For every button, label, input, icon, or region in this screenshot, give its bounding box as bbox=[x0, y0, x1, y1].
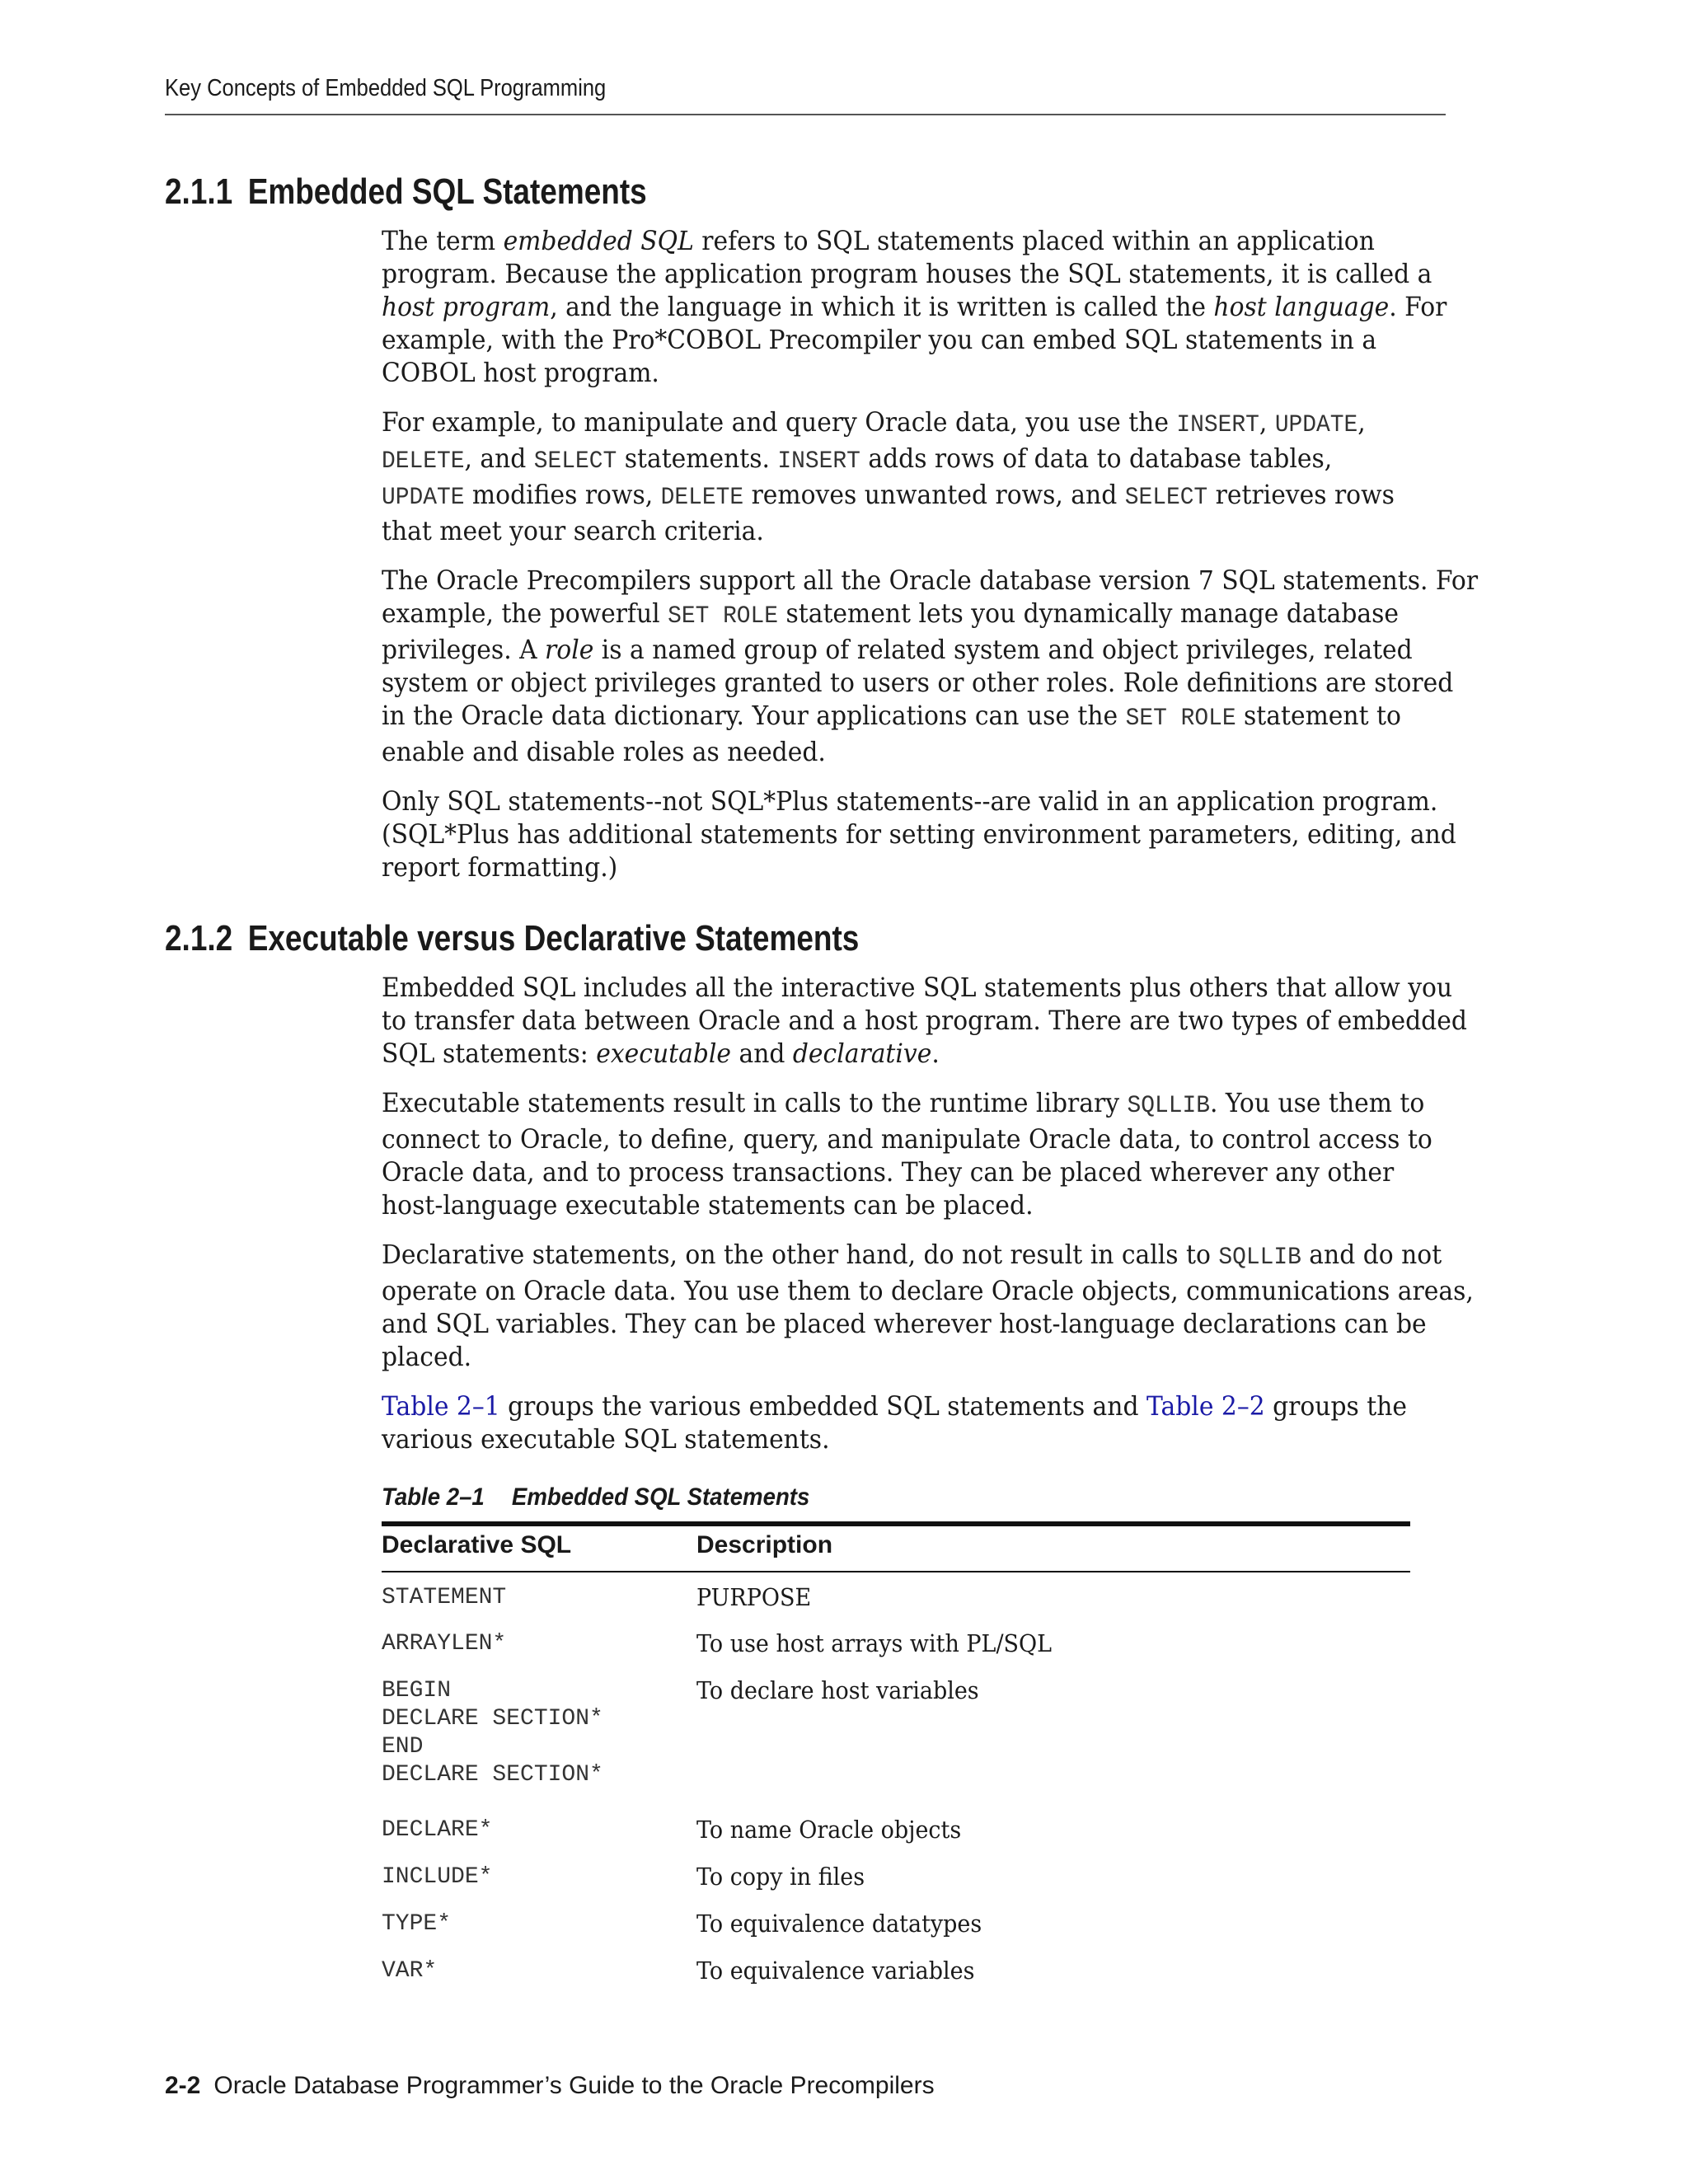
text: report formatting.) bbox=[382, 851, 618, 883]
table-cell-description: To copy in files bbox=[696, 1863, 865, 1891]
book-title: Oracle Database Programmer’s Guide to the Oracle Precompilers bbox=[213, 2072, 935, 2099]
paragraph bbox=[382, 564, 1479, 768]
text: , bbox=[1259, 406, 1275, 438]
code-keyword: SET ROLE bbox=[1125, 705, 1236, 733]
text: example, with the Pro*COBOL Precompiler you can embed SQL statements in a bbox=[382, 324, 1377, 355]
text: groups the bbox=[1264, 1390, 1407, 1422]
table-cell-description: PURPOSE bbox=[696, 1583, 812, 1611]
code-keyword: SET ROLE bbox=[668, 602, 779, 630]
text: Only SQL statements--not SQL*Plus statements--are valid in an application program. bbox=[382, 785, 1438, 817]
table-caption-number: Table 2–1 bbox=[382, 1483, 485, 1511]
text: For example, to manipulate and query Oracle data, you use the bbox=[382, 406, 1177, 438]
italic-term: host language bbox=[1213, 291, 1390, 322]
paragraph bbox=[382, 785, 1462, 883]
table-cell-code: DECLARE* bbox=[382, 1817, 493, 1843]
text: connect to Oracle, to define, query, and manipulate Oracle data, to control access to bbox=[382, 1123, 1432, 1155]
text: privileges. A bbox=[382, 634, 546, 665]
table-caption-title: Embedded SQL Statements bbox=[511, 1483, 810, 1511]
paragraph bbox=[382, 1238, 1474, 1373]
text: removes unwanted rows, and bbox=[743, 479, 1125, 510]
text: adds rows of data to database tables, bbox=[860, 443, 1333, 474]
table-2-2-link[interactable]: Table 2–2 bbox=[1146, 1390, 1265, 1422]
text: example, the powerful bbox=[382, 598, 668, 629]
text: retrieves rows bbox=[1207, 479, 1395, 510]
code-keyword: UPDATE bbox=[382, 484, 465, 512]
paragraph bbox=[382, 224, 1462, 389]
table-cell-description: To equivalence datatypes bbox=[696, 1910, 982, 1938]
section-heading-2-1-2 bbox=[165, 918, 859, 959]
table-cell-description: To use host arrays with PL/SQL bbox=[696, 1629, 1053, 1657]
text: . bbox=[931, 1038, 940, 1069]
text: various executable SQL statements. bbox=[382, 1423, 830, 1455]
table-cell-description: To declare host variables bbox=[696, 1676, 979, 1704]
text: statement to bbox=[1236, 700, 1401, 731]
text: Oracle data, and to process transactions. They can be placed wherever any other bbox=[382, 1156, 1395, 1188]
text: to transfer data between Oracle and a host program. There are two types of embedded bbox=[382, 1005, 1467, 1036]
text: Declarative statements, on the other hand, do not result in calls to bbox=[382, 1239, 1219, 1270]
code-keyword: UPDATE bbox=[1274, 411, 1358, 439]
text: Executable statements result in calls to the runtime library bbox=[382, 1087, 1128, 1118]
text: groups the various embedded SQL statements and bbox=[499, 1390, 1146, 1422]
table-cell-description: To name Oracle objects bbox=[696, 1816, 962, 1844]
text: program. Because the application program houses the SQL statements, it is called a bbox=[382, 258, 1432, 289]
text: SQL statements: bbox=[382, 1038, 597, 1069]
table-cell-code: TYPE* bbox=[382, 1911, 452, 1937]
text: placed. bbox=[382, 1341, 472, 1372]
section-number: 2.1.1 bbox=[165, 171, 233, 212]
text: refers to SQL statements placed within an application bbox=[693, 225, 1375, 256]
text: host-language executable statements can be placed. bbox=[382, 1189, 1034, 1221]
text: and do not bbox=[1301, 1239, 1442, 1270]
section-2-1-2-body bbox=[382, 971, 1474, 1472]
code-keyword: SELECT bbox=[533, 448, 617, 476]
text: The Oracle Precompilers support all the Oracle database version 7 SQL statements. For bbox=[382, 565, 1479, 596]
paragraph bbox=[382, 971, 1467, 1070]
text: in the Oracle data dictionary. Your applications can use the bbox=[382, 700, 1126, 731]
text: (SQL*Plus has additional statements for setting environment parameters, editing, and bbox=[382, 818, 1456, 850]
text: operate on Oracle data. You use them to declare Oracle objects, communications areas, bbox=[382, 1275, 1474, 1306]
table-cell-code: VAR* bbox=[382, 1958, 438, 1984]
section-title: Embedded SQL Statements bbox=[247, 171, 647, 212]
italic-term: embedded SQL bbox=[503, 225, 694, 256]
paragraph bbox=[382, 1390, 1462, 1455]
table-2-1-link[interactable]: Table 2–1 bbox=[382, 1390, 500, 1422]
code-keyword: SQLLIB bbox=[1218, 1244, 1301, 1272]
table-top-rule bbox=[382, 1521, 1410, 1526]
table-cell-code: ARRAYLEN* bbox=[382, 1631, 507, 1657]
code-keyword: DELETE bbox=[382, 448, 465, 476]
code-keyword: SQLLIB bbox=[1127, 1092, 1210, 1120]
text: , bbox=[1357, 406, 1366, 438]
column-header-description: Description bbox=[696, 1531, 833, 1558]
text: modifies rows, bbox=[464, 479, 661, 510]
italic-term: role bbox=[545, 634, 594, 665]
text: The term bbox=[382, 225, 504, 256]
paragraph bbox=[382, 1086, 1462, 1221]
italic-term: declarative bbox=[792, 1038, 932, 1069]
text: , and bbox=[464, 443, 534, 474]
text: is a named group of related system and object privileges, related bbox=[593, 634, 1413, 665]
text: and SQL variables. They can be placed wherever host-language declarations can be bbox=[382, 1308, 1427, 1339]
text: . For bbox=[1389, 291, 1447, 322]
code-keyword: SELECT bbox=[1124, 484, 1208, 512]
table-cell-code: BEGIN DECLARE SECTION* END DECLARE SECTION* bbox=[382, 1678, 603, 1788]
running-header: Key Concepts of Embedded SQL Programming bbox=[165, 75, 607, 101]
text: COBOL host program. bbox=[382, 357, 659, 388]
code-keyword: INSERT bbox=[777, 448, 860, 476]
code-keyword: INSERT bbox=[1176, 411, 1259, 439]
section-heading-2-1-1 bbox=[165, 171, 647, 213]
text: . You use them to bbox=[1209, 1087, 1425, 1118]
code-keyword: DELETE bbox=[660, 484, 744, 512]
table-cell-code: INCLUDE* bbox=[382, 1864, 493, 1890]
text: and bbox=[730, 1038, 793, 1069]
text: , and the language in which it is written is called the bbox=[550, 291, 1214, 322]
table-cell-code: STATEMENT bbox=[382, 1585, 507, 1610]
section-title: Executable versus Declarative Statements bbox=[247, 918, 860, 958]
text: enable and disable roles as needed. bbox=[382, 736, 826, 767]
text: that meet your search criteria. bbox=[382, 515, 764, 546]
italic-term: host program bbox=[382, 291, 551, 322]
page-number: 2-2 bbox=[165, 2072, 201, 2099]
section-2-1-1-body bbox=[382, 224, 1479, 900]
text: system or object privileges granted to users or other roles. Role definitions are stored bbox=[382, 667, 1454, 698]
text: Embedded SQL includes all the interactive SQL statements plus others that allow you bbox=[382, 972, 1453, 1003]
page-footer bbox=[165, 2072, 935, 2100]
header-rule bbox=[165, 114, 1446, 115]
section-number: 2.1.2 bbox=[165, 918, 233, 958]
column-header-declarative-sql: Declarative SQL bbox=[382, 1531, 572, 1558]
table-header-rule bbox=[382, 1571, 1410, 1572]
italic-term: executable bbox=[596, 1038, 731, 1069]
text: statement lets you dynamically manage database bbox=[778, 598, 1400, 629]
table-cell-description: To equivalence variables bbox=[696, 1957, 975, 1985]
table-caption bbox=[382, 1483, 809, 1511]
text: statements. bbox=[617, 443, 778, 474]
paragraph bbox=[382, 405, 1462, 547]
